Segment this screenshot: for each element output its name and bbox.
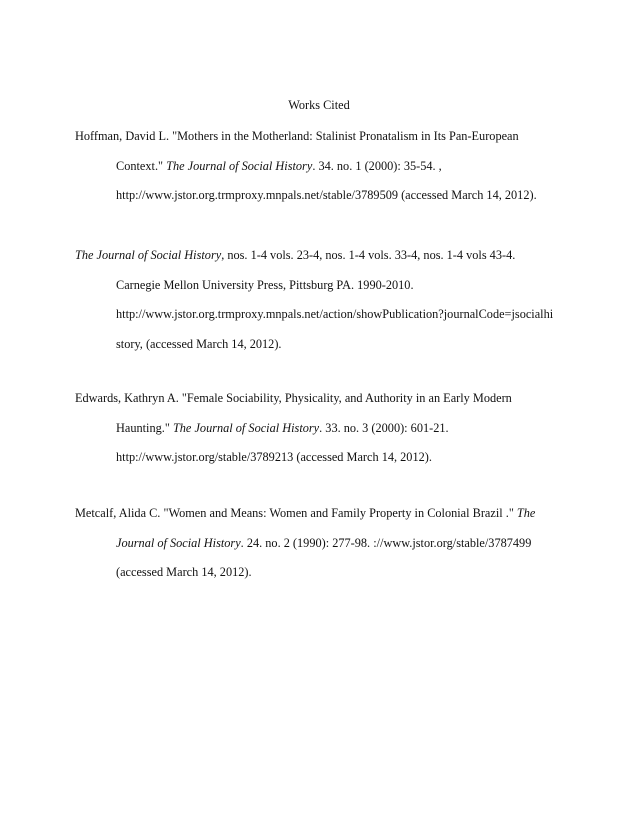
citation-text: , nos. 1-4 vols. 23-4, nos. 1-4 vols. 33-4, nos. 1-4 vols 43-4.: [221, 248, 516, 262]
citation-text: Haunting.": [116, 420, 173, 435]
citation-line: [116, 187, 537, 203]
page-title: Works Cited: [288, 98, 350, 112]
citation-text: Context.": [116, 158, 167, 173]
citation-line: [116, 564, 252, 580]
citation-line: [75, 247, 515, 263]
citation-text: http://www.jstor.org.trmproxy.mnpals.net/stable/3789509 (accessed March 14, 2012).: [116, 188, 537, 202]
citation-text: (accessed March 14, 2012).: [116, 565, 252, 579]
citation-text: story, (accessed March 14, 2012).: [116, 336, 282, 351]
journal-title-text: The Journal of Social History: [166, 158, 313, 173]
journal-title-text: The Journal of Social History: [172, 420, 320, 435]
citation-text: http://www.jstor.org.trmproxy.mnpals.net/action/showPublication?journalCode=jsocialhi: [116, 307, 554, 321]
journal-title-text: The Journal of Social History: [75, 248, 222, 262]
journal-title-text: Journal of Social History: [116, 535, 241, 550]
citation-text: . 34. no. 1 (2000): 35-54. ,: [312, 158, 442, 173]
citation-line: [116, 420, 449, 436]
citation-line: [116, 449, 432, 465]
citation-text: Hoffman, David L. "Mothers in the Motherland: Stalinist Pronatalism in Its Pan-European: [75, 129, 519, 143]
citation-text: Carnegie Mellon University Press, Pittsburg PA. 1990-2010.: [116, 277, 414, 292]
journal-title-text: The: [516, 506, 536, 520]
citation-line: [75, 505, 535, 521]
citation-text: Edwards, Kathryn A. "Female Sociability, Physicality, and Authority in an Early Modern: [75, 391, 512, 405]
citation-line: [75, 390, 512, 406]
citation-text: Metcalf, Alida C. "Women and Means: Women and Family Property in Colonial Brazil .": [75, 506, 517, 520]
citation-line: [75, 128, 519, 144]
citation-text: . 33. no. 3 (2000): 601-21.: [319, 420, 449, 435]
citation-line: [116, 336, 282, 352]
citation-line: [116, 535, 531, 551]
citation-text: http://www.jstor.org/stable/3789213 (accessed March 14, 2012).: [116, 450, 432, 464]
citation-text: . 24. no. 2 (1990): 277-98. ://www.jstor.org/stable/3787499: [240, 535, 532, 550]
citation-line: [116, 158, 442, 174]
citation-line: [116, 277, 414, 293]
citation-line: [116, 306, 553, 322]
